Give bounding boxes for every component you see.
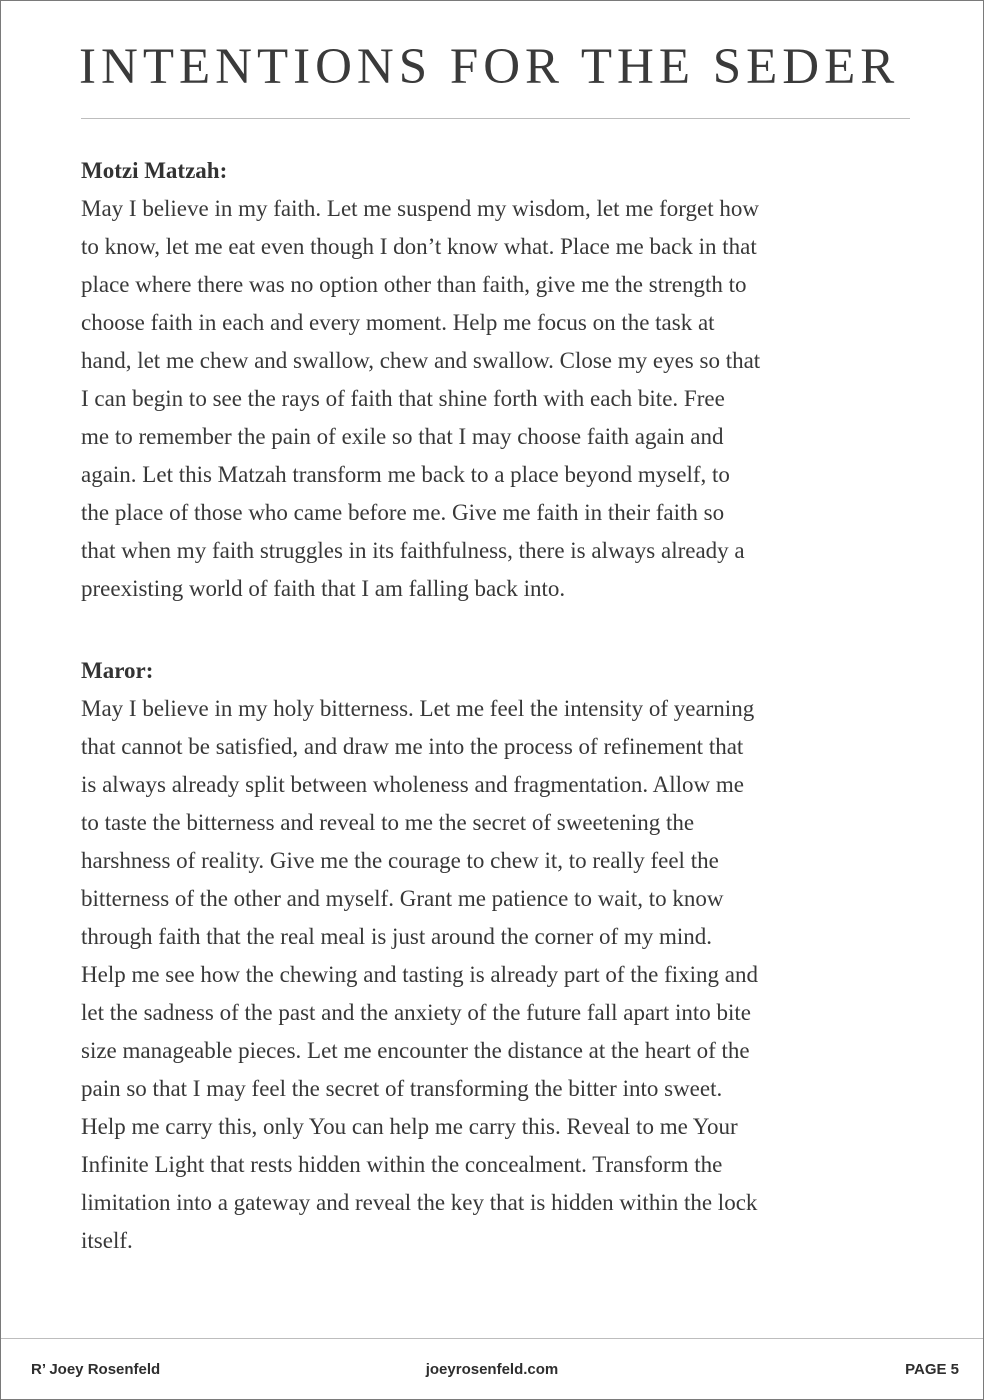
section-heading: Maror: <box>81 658 154 683</box>
section-maror <box>81 652 921 1260</box>
footer-author: R’ Joey Rosenfeld <box>31 1361 161 1378</box>
page-title: INTENTIONS FOR THE SEDER <box>79 39 900 95</box>
text-line: that when my faith struggles in its faithfulness, there is always already a <box>81 538 745 563</box>
title-divider <box>81 118 910 119</box>
section-body <box>81 690 921 1260</box>
text-line: let the sadness of the past and the anxiety of the future fall apart into bite <box>81 1000 751 1025</box>
footer-divider <box>1 1338 983 1339</box>
text-line: to taste the bitterness and reveal to me the secret of sweetening the <box>81 810 695 835</box>
text-line: Help me carry this, only You can help me carry this. Reveal to me Your <box>81 1114 738 1139</box>
text-line: through faith that the real meal is just around the corner of my mind. <box>81 924 713 949</box>
text-line: place where there was no option other than faith, give me the strength to <box>81 272 747 297</box>
text-line: Infinite Light that rests hidden within the concealment. Transform the <box>81 1152 723 1177</box>
text-line: bitterness of the other and myself. Grant me patience to wait, to know <box>81 886 724 911</box>
text-line: the place of those who came before me. Give me faith in their faith so <box>81 500 725 525</box>
text-line: to know, let me eat even though I don’t know what. Place me back in that <box>81 234 757 259</box>
text-line: limitation into a gateway and reveal the key that is hidden within the lock <box>81 1190 758 1215</box>
text-line: preexisting world of faith that I am falling back into. <box>81 576 566 601</box>
section-heading: Motzi Matzah: <box>81 158 228 183</box>
text-line: hand, let me chew and swallow, chew and swallow. Close my eyes so that <box>81 348 761 373</box>
text-line: I can begin to see the rays of faith that shine forth with each bite. Free <box>81 386 725 411</box>
text-line: May I believe in my holy bitterness. Let me feel the intensity of yearning <box>81 696 755 721</box>
text-line: pain so that I may feel the secret of transforming the bitter into sweet. <box>81 1076 723 1101</box>
section-body <box>81 190 921 608</box>
footer-website: joeyrosenfeld.com <box>425 1361 559 1378</box>
text-line: itself. <box>81 1228 133 1253</box>
footer-page-number: PAGE 5 <box>905 1361 959 1378</box>
text-line: again. Let this Matzah transform me back to a place beyond myself, to <box>81 462 730 487</box>
text-line: size manageable pieces. Let me encounter the distance at the heart of the <box>81 1038 750 1063</box>
text-line: is always already split between wholeness and fragmentation. Allow me <box>81 772 744 797</box>
text-line: that cannot be satisfied, and draw me into the process of refinement that <box>81 734 744 759</box>
text-line: choose faith in each and every moment. Help me focus on the task at <box>81 310 715 335</box>
text-line: me to remember the pain of exile so that I may choose faith again and <box>81 424 724 449</box>
text-line: harshness of reality. Give me the courage to chew it, to really feel the <box>81 848 719 873</box>
section-motzi-matzah <box>81 152 921 608</box>
text-line: May I believe in my faith. Let me suspend my wisdom, let me forget how <box>81 196 759 221</box>
text-line: Help me see how the chewing and tasting is already part of the fixing and <box>81 962 759 987</box>
